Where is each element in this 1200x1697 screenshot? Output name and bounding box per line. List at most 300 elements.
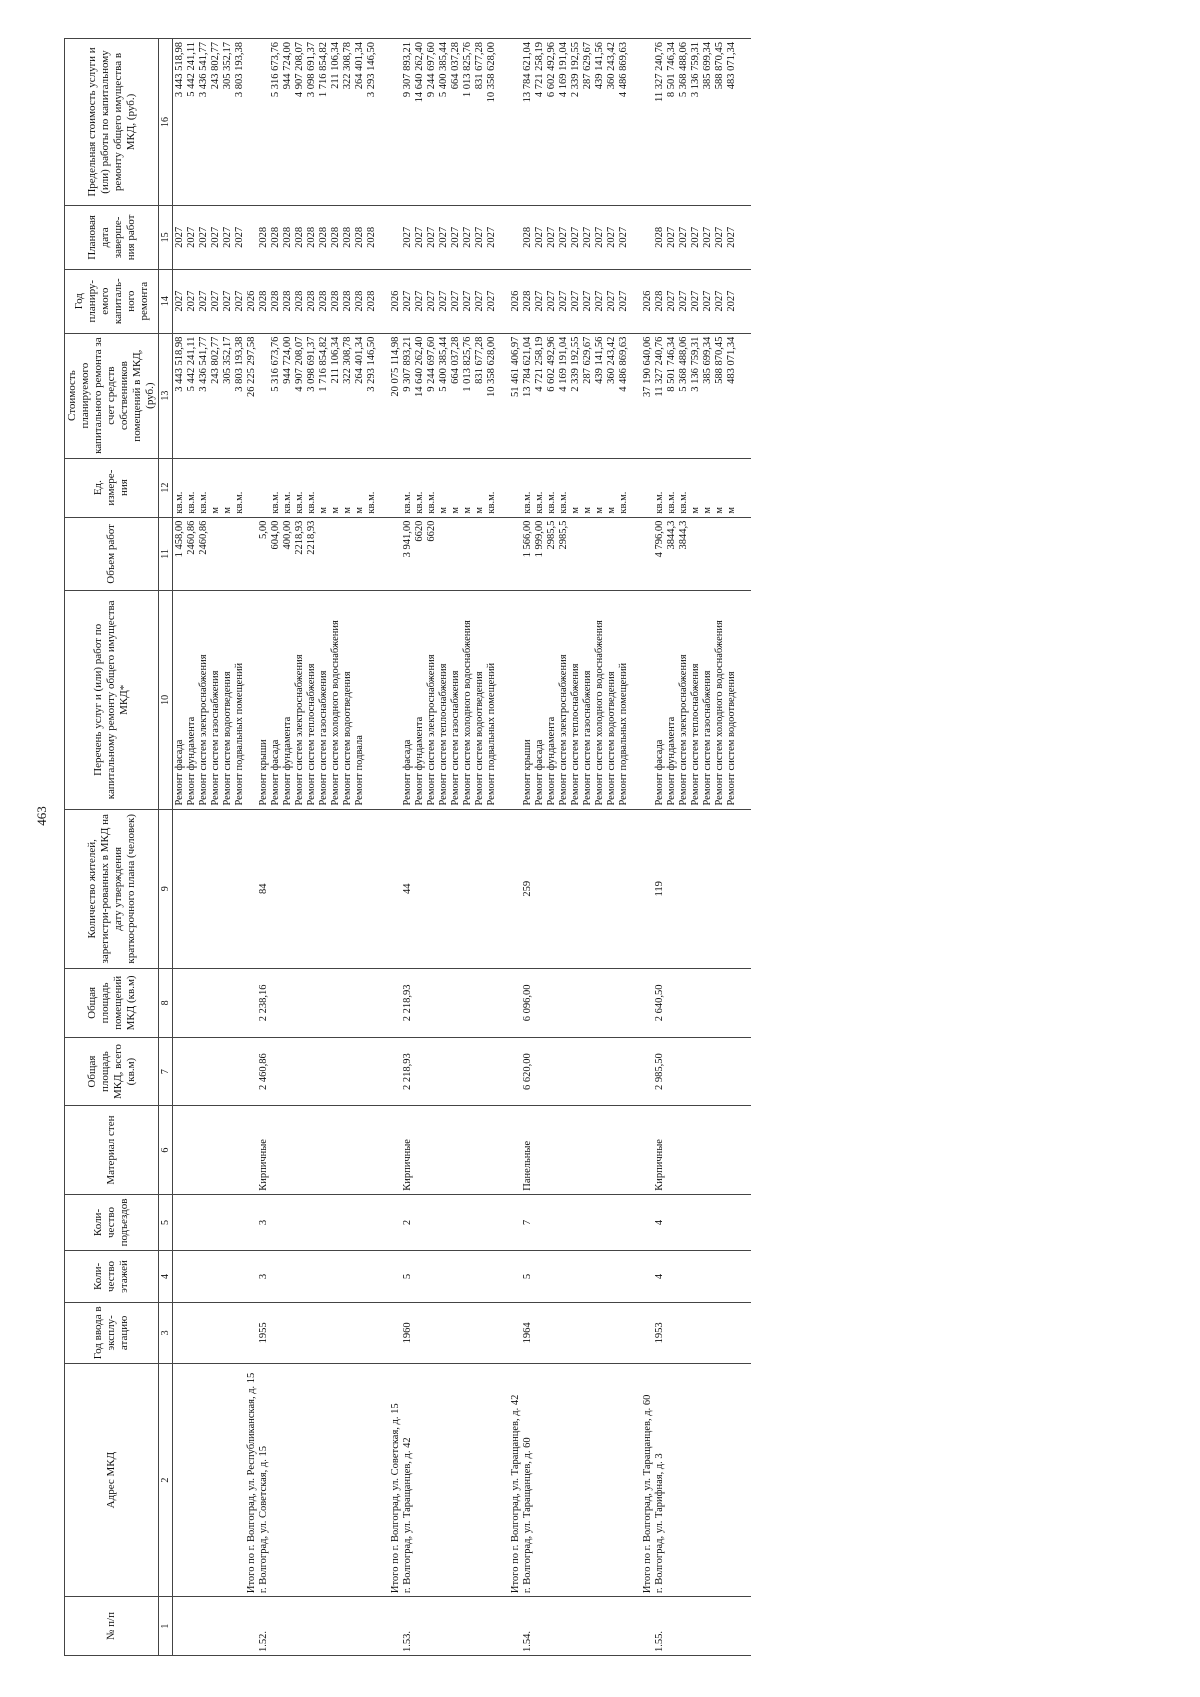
cell-spacer (270, 1367, 282, 1593)
cell-spacer (594, 813, 606, 965)
cell-spacer (690, 1198, 702, 1247)
cell-spacer (222, 972, 234, 1034)
cell-text: 2027 (726, 290, 737, 312)
column-number: 9 (159, 809, 173, 968)
cell-spacer (582, 972, 594, 1034)
column-number-row (159, 39, 173, 1656)
cell-spacer (642, 521, 654, 588)
cell-text: 5 442 241,11 (186, 336, 197, 392)
cell-text (354, 521, 366, 588)
cell-spacer (378, 1109, 390, 1190)
cell-text: 2027 (450, 226, 461, 248)
cell-spacer (294, 1198, 306, 1247)
cell-spacer (174, 1198, 186, 1247)
header-end-date: Плановая дата заверше-ния работ (65, 206, 159, 270)
cell-spacer (198, 1254, 210, 1299)
cell-text: 1 013 825,76 (462, 336, 473, 392)
cell-spacer (294, 1109, 306, 1190)
cell-spacer (294, 1254, 306, 1299)
cell-text: Ремонт систем холодного водоснабжения (594, 620, 605, 806)
cell-spacer (678, 1254, 690, 1299)
cell-text: 2027 (570, 290, 581, 312)
cell-text: 9 244 697,60 (426, 336, 437, 392)
cell-text: 2027 (726, 226, 737, 248)
cell-spacer (318, 972, 330, 1034)
cell-spacer (246, 1109, 258, 1190)
cell-text: 9 244 697,60 (426, 42, 437, 98)
cell-spacer (174, 1306, 186, 1360)
cell-text: м (726, 506, 737, 514)
cell-spacer (546, 1198, 558, 1247)
cell-spacer (510, 1198, 522, 1247)
cell-spacer (234, 1254, 246, 1299)
cell-text: 6 096,00 (522, 984, 533, 1022)
cell-spacer (570, 1198, 582, 1247)
cell-text: 2028 (342, 226, 353, 248)
cell-text: 1.54. (522, 1631, 533, 1652)
cell-text: 2 218,93 (402, 984, 413, 1022)
cell-spacer (726, 1367, 738, 1593)
cell-text: 2028 (354, 290, 365, 312)
cell-spacer (738, 1600, 750, 1652)
cell-spacer (294, 1600, 306, 1652)
cell-text: 4 486 869,63 (618, 336, 629, 392)
cell-text (318, 521, 330, 588)
cell-text (258, 42, 270, 202)
cell-text: м (462, 506, 473, 514)
header-entrances: Коли-чество подъездов (65, 1194, 159, 1250)
column-number: 4 (159, 1251, 173, 1303)
cell-text: 2027 (402, 290, 413, 312)
cell-spacer (306, 972, 318, 1034)
cell-text: 2028 (306, 290, 317, 312)
cell-text: Ремонт систем водоотведения (606, 671, 617, 806)
cell-text: Ремонт подвальных помещений (618, 662, 629, 806)
cell-spacer (474, 1306, 486, 1360)
cell-text: 2028 (654, 290, 665, 312)
cell-text: 4 169 191,04 (558, 42, 569, 98)
cell-text: г. Волгоград, ул. Советская, д. 15 (258, 1446, 269, 1594)
cell-spacer (666, 972, 678, 1034)
cell-spacer (582, 1109, 594, 1190)
cell-text: 5 (522, 1273, 533, 1280)
cell-spacer (558, 1254, 570, 1299)
cell-spacer (366, 1600, 378, 1652)
cell-text: м (582, 506, 593, 514)
cell-spacer (318, 1306, 330, 1360)
cell-text: 588 870,45 (714, 336, 725, 384)
cell-spacer (606, 1600, 618, 1652)
cell-spacer (498, 594, 510, 805)
cell-spacer (462, 1600, 474, 1652)
cell-spacer (630, 337, 642, 455)
cell-spacer (498, 1198, 510, 1247)
cell-text: 6 620,00 (522, 1053, 533, 1090)
cell-spacer (246, 1600, 258, 1652)
cell-spacer (738, 1109, 750, 1190)
cell-text: 3844,3 (666, 520, 677, 550)
cell-spacer (678, 1306, 690, 1360)
cell-spacer (198, 972, 210, 1034)
cell-spacer (174, 1600, 186, 1652)
cell-spacer (186, 1198, 198, 1247)
cell-spacer (366, 1109, 378, 1190)
cell-spacer (486, 1306, 498, 1360)
cell-spacer (390, 594, 402, 805)
cell-spacer (630, 42, 642, 202)
column-number: 6 (159, 1106, 173, 1194)
cell-text: 2027 (594, 226, 605, 248)
cell-spacer (198, 1367, 210, 1593)
cell-text: 2027 (414, 226, 425, 248)
cell-text: Ремонт фундамента (546, 716, 557, 806)
cell-spacer (222, 1367, 234, 1593)
cell-text: кв.м. (522, 491, 533, 514)
cell-spacer (546, 813, 558, 965)
cell-spacer (606, 1254, 618, 1299)
cell-text: 2027 (450, 290, 461, 312)
cell-text: 10 358 628,00 (486, 336, 497, 397)
cell-text: 385 699,34 (702, 336, 713, 384)
cell-text: 831 677,28 (474, 42, 485, 90)
cell-text: 14 640 262,40 (414, 42, 425, 103)
cell-spacer (270, 1041, 282, 1103)
cell-text: 3 803 193,38 (234, 336, 245, 392)
cell-spacer (246, 1306, 258, 1360)
cell-text: 2027 (570, 226, 581, 248)
cell-text: кв.м. (186, 491, 197, 514)
cell-spacer (210, 1041, 222, 1103)
cell-spacer (174, 1041, 186, 1103)
cell-text: 3 098 691,37 (306, 336, 317, 392)
cell-text: Ремонт фундамента (666, 716, 677, 806)
cell-text: 3 136 759,31 (690, 42, 701, 98)
cell-spacer (234, 972, 246, 1034)
cell-spacer (666, 1109, 678, 1190)
cell-text: 305 352,17 (222, 336, 233, 384)
cell-spacer (450, 1306, 462, 1360)
cell-spacer (630, 1367, 642, 1593)
cell-text: Итого по г. Волгоград, ул. Республиканская, д. 15 (246, 1372, 257, 1594)
cell-spacer (294, 1306, 306, 1360)
cell-text: Итого по г. Волгоград, ул. Таращанцев, д. 60 (642, 1394, 653, 1594)
cell-text: кв.м. (486, 491, 497, 514)
cell-text: кв.м. (654, 491, 665, 514)
cell-spacer (246, 462, 258, 514)
cell-spacer (198, 1306, 210, 1360)
cell-spacer (450, 1109, 462, 1190)
cell-text: 2027 (222, 290, 233, 312)
cell-text (486, 521, 498, 588)
cell-spacer (414, 813, 426, 965)
capital-repair-table (64, 38, 751, 1656)
cell-spacer (342, 972, 354, 1034)
cell-text: 5 368 488,06 (678, 336, 689, 392)
cell-spacer (714, 813, 726, 965)
cell-spacer (414, 1109, 426, 1190)
cell-text: 13 784 621,04 (522, 336, 533, 397)
cell-text: 2028 (354, 226, 365, 248)
cell-text: 2027 (534, 290, 545, 312)
cell-spacer (594, 1254, 606, 1299)
cell-spacer (378, 813, 390, 965)
cell-spacer (510, 1600, 522, 1652)
cell-spacer (570, 1254, 582, 1299)
floors-cell (173, 1251, 752, 1303)
cell-text: 2027 (198, 290, 209, 312)
cell-spacer (318, 813, 330, 965)
cell-text: 2028 (270, 226, 281, 248)
cell-spacer (438, 813, 450, 965)
cell-spacer (414, 1367, 426, 1593)
cell-text: 2 985,50 (654, 1053, 665, 1090)
cell-text: 2027 (234, 290, 245, 312)
cell-spacer (666, 1600, 678, 1652)
column-number: 12 (159, 458, 173, 517)
cell-text: м (702, 506, 713, 514)
cell-text: 2027 (618, 290, 629, 312)
cell-spacer (486, 1600, 498, 1652)
cell-text: Ремонт систем теплоснабжения (306, 663, 317, 806)
cell-spacer (318, 1041, 330, 1103)
cell-spacer (486, 1367, 498, 1593)
cell-text: 9 307 893,21 (402, 42, 413, 98)
cell-spacer (438, 1306, 450, 1360)
cell-spacer (510, 813, 522, 965)
cell-spacer (546, 1254, 558, 1299)
cell-spacer (222, 1306, 234, 1360)
cell-spacer (606, 813, 618, 965)
cell-spacer (354, 1198, 366, 1247)
cell-spacer (390, 462, 402, 514)
cell-text (210, 521, 222, 588)
cell-text: 2218,93 (306, 520, 317, 555)
cell-spacer (726, 1600, 738, 1652)
cell-spacer (678, 1041, 690, 1103)
cell-spacer (438, 1198, 450, 1247)
cell-text: Ремонт систем водоотведения (726, 671, 737, 806)
cell-spacer (210, 1109, 222, 1190)
cell-text: 3 443 518,98 (174, 42, 185, 98)
cell-spacer (534, 1109, 546, 1190)
cell-spacer (174, 813, 186, 965)
cell-text: м (594, 506, 605, 514)
cell-spacer (642, 594, 654, 805)
cell-text (258, 337, 270, 455)
cell-spacer (582, 1254, 594, 1299)
cell-spacer (198, 813, 210, 965)
cell-spacer (702, 1198, 714, 1247)
cell-spacer (450, 972, 462, 1034)
cell-spacer (606, 972, 618, 1034)
cell-spacer (498, 1254, 510, 1299)
cell-spacer (630, 209, 642, 266)
cell-spacer (606, 1109, 618, 1190)
cell-spacer (174, 1254, 186, 1299)
cell-text: 2028 (282, 290, 293, 312)
cell-spacer (642, 42, 654, 202)
cell-spacer (414, 1306, 426, 1360)
cell-text: Кирпичные (258, 1139, 269, 1191)
column-number: 7 (159, 1037, 173, 1106)
header-area-rooms: Общая площадь помещений МКД (кв.м) (65, 969, 159, 1038)
cell-text: 11 327 240,76 (654, 336, 665, 397)
cell-spacer (498, 1109, 510, 1190)
cell-spacer (474, 1109, 486, 1190)
cell-text (450, 521, 462, 588)
cell-text: 26 225 297,58 (246, 336, 257, 397)
cell-text: 2027 (174, 290, 185, 312)
cell-spacer (330, 1198, 342, 1247)
cell-text (714, 521, 726, 588)
cell-text: кв.м. (534, 491, 545, 514)
cell-text: 2027 (714, 290, 725, 312)
max-cost-cell (173, 39, 752, 206)
cell-spacer (282, 1254, 294, 1299)
cell-text: 9 307 893,21 (402, 336, 413, 392)
cell-text: 3 436 541,77 (198, 336, 209, 392)
cell-text: 2026 (246, 290, 257, 312)
address-cell (173, 1364, 752, 1597)
cell-spacer (630, 521, 642, 588)
cell-text: кв.м. (306, 491, 317, 514)
cell-text: Ремонт систем электроснабжения (558, 654, 569, 806)
cell-text: 2028 (522, 290, 533, 312)
cell-spacer (738, 1198, 750, 1247)
cell-text: 831 677,28 (474, 336, 485, 384)
cell-spacer (474, 1600, 486, 1652)
cell-spacer (318, 1109, 330, 1190)
cell-spacer (462, 972, 474, 1034)
column-number: 5 (159, 1194, 173, 1250)
cell-spacer (378, 594, 390, 805)
cell-spacer (486, 972, 498, 1034)
cell-spacer (294, 1041, 306, 1103)
cell-spacer (450, 1041, 462, 1103)
cell-text: кв.м. (666, 491, 677, 514)
cell-text: м (354, 506, 365, 514)
header-address: Адрес МКД (65, 1364, 159, 1597)
cell-text: 3 098 691,37 (306, 42, 317, 98)
cell-spacer (630, 1109, 642, 1190)
cell-spacer (318, 1600, 330, 1652)
cell-spacer (306, 1198, 318, 1247)
page-number: 463 (34, 806, 49, 826)
cell-spacer (510, 209, 522, 266)
cell-spacer (666, 1306, 678, 1360)
cell-text: 2985,5 (558, 520, 569, 550)
cell-text: Итого по г. Волгоград, ул. Советская, д. 15 (390, 1403, 401, 1594)
cell-text: 259 (522, 880, 533, 897)
cell-spacer (198, 1041, 210, 1103)
cell-spacer (498, 209, 510, 266)
cell-text: 1 458,00 (174, 520, 185, 558)
cell-spacer (474, 1198, 486, 1247)
cell-spacer (630, 972, 642, 1034)
cell-text: 2027 (678, 226, 689, 248)
cell-spacer (534, 1306, 546, 1360)
cell-text: 2460,86 (186, 520, 197, 555)
cell-spacer (354, 813, 366, 965)
cell-text: 3 803 193,38 (234, 42, 245, 98)
cell-text: 2027 (690, 226, 701, 248)
cell-spacer (510, 594, 522, 805)
cell-spacer (270, 1306, 282, 1360)
cell-spacer (390, 1041, 402, 1103)
cell-spacer (666, 1254, 678, 1299)
cell-spacer (630, 1306, 642, 1360)
cell-text: Ремонт фасада (654, 739, 665, 806)
header-plan-year: Год планиру-емого капиталь-ного ремонта (65, 269, 159, 333)
cell-spacer (198, 1109, 210, 1190)
cell-text: 1 716 854,82 (318, 336, 329, 392)
cell-text: 2027 (546, 226, 557, 248)
cell-spacer (426, 1109, 438, 1190)
cell-text: 6 602 492,96 (546, 42, 557, 98)
cell-text: 3 293 146,50 (366, 336, 377, 392)
cell-spacer (702, 1041, 714, 1103)
cell-spacer (222, 1041, 234, 1103)
cell-spacer (582, 1367, 594, 1593)
cell-spacer (270, 1109, 282, 1190)
cell-text: кв.м. (282, 491, 293, 514)
cell-text: 2027 (558, 290, 569, 312)
cell-spacer (354, 1600, 366, 1652)
cell-text: кв.м. (558, 491, 569, 514)
cell-spacer (510, 462, 522, 514)
cell-spacer (366, 813, 378, 965)
cell-spacer (246, 1198, 258, 1247)
cell-spacer (738, 462, 750, 514)
cell-spacer (210, 1254, 222, 1299)
cell-spacer (546, 1306, 558, 1360)
cell-spacer (618, 1367, 630, 1593)
cell-spacer (390, 1254, 402, 1299)
cell-spacer (366, 1041, 378, 1103)
cell-text: 2027 (210, 226, 221, 248)
cell-text: 2027 (606, 290, 617, 312)
cell-spacer (438, 1254, 450, 1299)
cell-text: 2027 (486, 290, 497, 312)
cell-spacer (438, 1041, 450, 1103)
area-total-cell (173, 1037, 752, 1106)
cell-text: 3 941,00 (402, 520, 413, 558)
cell-text: 2028 (342, 290, 353, 312)
cell-spacer (486, 813, 498, 965)
cell-text: 2026 (390, 290, 401, 312)
cell-text: 3 443 518,98 (174, 336, 185, 392)
cell-text: 1955 (258, 1322, 269, 1344)
cell-text: 2027 (678, 290, 689, 312)
cell-spacer (678, 813, 690, 965)
cell-text: 6 602 492,96 (546, 336, 557, 392)
cell-text: 2 640,50 (654, 984, 665, 1022)
cell-text: 2028 (318, 290, 329, 312)
cell-spacer (738, 1041, 750, 1103)
cell-text: Кирпичные (402, 1139, 413, 1191)
cell-spacer (510, 1041, 522, 1103)
cell-spacer (582, 813, 594, 965)
cell-text: 2028 (654, 226, 665, 248)
cell-text: 20 075 114,98 (390, 336, 401, 397)
cell-spacer (330, 813, 342, 965)
cell-spacer (726, 1041, 738, 1103)
cell-text: 2027 (462, 226, 473, 248)
plan-year-cell (173, 269, 752, 333)
cell-spacer (546, 1367, 558, 1593)
cell-spacer (174, 1367, 186, 1593)
column-number: 16 (159, 39, 173, 206)
